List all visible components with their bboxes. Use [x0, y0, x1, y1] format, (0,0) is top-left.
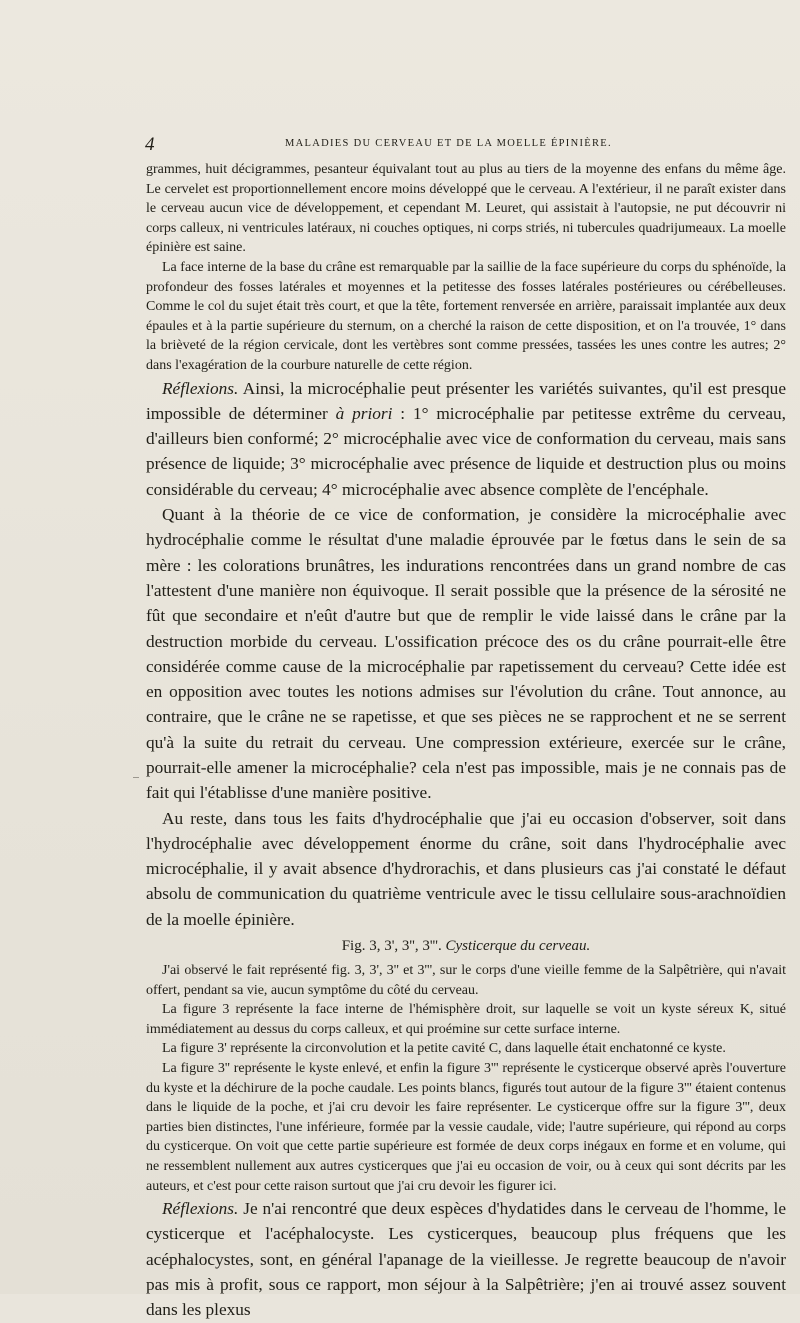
paragraph-9: La figure 3'' représente le kyste enlevé, et enfin la figure 3''' représente le cysticerque observé après l'ouverture du kyste et la déchirure de la poche caudale. Les points blancs, figurés tout autour de la figure 3''' étaient contenus dans le liquide de la poche, et j'ai cru devoir les faire représenter. Le cysticerque offre sur la figure 3''', deux parties bien distinctes, l'une inférieure, formée par la vessie caudale, vide; l'autre supérieure, qui répond au corps du cysticerque. On voit que cette partie supérieure est formée de deux corps inégaux en forme et en volume, qui ne ressemblent nullement aux autres cysticerques que j'ai eu occasion de voir, ou à ceux qui sont décrits par les auteurs, et c'est pour cette raison surtout que j'ai cru devoir les figurer ici.	[146, 1061, 786, 1194]
body-text	[146, 160, 786, 1323]
reflections-section	[146, 376, 786, 933]
reflections-label: Réflexions.	[162, 378, 239, 398]
paragraph-2: La face interne de la base du crâne est remarquable par la saillie de la face supérieure du corps du sphénoïde, la profondeur des fosses latérales et moyennes et la petitesse des fosses latérales postérieures ou cérébelleuses. Comme le col du sujet était très court, et que la tête, fortement renversée en arrière, paraissait implantée aux deux épaules et à la partie supérieure du sternum, on a cherché la raison de cette disposition, et on l'a trouvée, 1° dans la brièveté de la région cervicale, dont les vertèbres sont comme pressées, tassées les unes contre les autres; 2° dans l'exagération de la courbure naturelle de cette région.	[146, 259, 786, 373]
margin-mark	[133, 777, 139, 778]
paragraph-3-italic: à priori	[335, 403, 393, 423]
running-title: MALADIES DU CERVEAU ET DE LA MOELLE ÉPINIÈRE.	[285, 138, 612, 149]
paragraph-5: Au reste, dans tous les faits d'hydrocéphalie que j'ai eu occasion d'observer, soit dans l'hydrocéphalie avec développement énorme du crâne, soit dans l'hydrocéphalie avec microcéphalie, il y avait absence d'hydrorachis, et dans plusieurs cas j'ai constaté le défaut absolu de communication du quatrième ventricule avec le tissu cellulaire sous-arachnoïdien de la moelle épinière.	[146, 808, 786, 929]
paragraph-3-text-b: : 1° microcéphalie par petitesse extrême du cerveau, d'ailleurs bien conformé; 2° microcéphalie avec vice de conformation du cerveau, mais sans présence de liquide; 3° microcéphalie avec présence de liquide et destruction plus ou moins considérable du cerveau; 4° microcéphalie avec absence complète de l'encéphale.	[146, 403, 787, 499]
case-description	[146, 160, 786, 376]
paragraph-4: Quant à la théorie de ce vice de conformation, je considère la microcéphalie avec hydrocéphalie comme le résultat d'une maladie éprouvée par le fœtus dans le sein de sa mère : les colorations brunâtres, les indurations rencontrées dans un grand nombre de cas l'attestent d'une manière non équivoque. Il serait possible que la présence de la sérosité ne fût que secondaire et n'eût d'autre but que de remplir le vide laissé dans le crâne par la destruction morbide du cerveau. L'ossification précoce des os du crâne pourrait-elle être considérée comme cause de la microcéphalie par rapetissement du cerveau? Cette idée est en opposition avec toutes les notions admises sur l'évolution du crâne. Tout annonce, au contraire, que le crâne ne se rapetisse, et que ses pièces ne se rapprochent et ne se serrent qu'à la suite du retrait du cerveau. Une compression extérieure, exercée sur le crâne, pourrait-elle amener la microcéphalie? cela n'est pas impossible, mais je ne connais pas de fait qui l'établisse d'une manière positive.	[146, 505, 786, 803]
reflections-section-2	[146, 1196, 786, 1322]
paragraph-1: grammes, huit décigrammes, pesanteur équivalant tout au plus au tiers de la moyenne des enfans du même âge. Le cervelet est proportionnellement encore moins développé que le cerveau. A l'extérieur, il ne paraît exister dans le cerveau aucun vice de développement, et cependant M. Leuret, qui assistait à l'autopsie, ne put découvrir ni corps calleux, ni ventricules latéraux, ni couches optiques, ni corps striés, ni tubercules quadrijumeaux. La moelle épinière est saine.	[146, 162, 786, 256]
reflections-label-2: Réflexions.	[162, 1199, 239, 1219]
figure-description	[146, 961, 786, 1196]
caption-title: Cysticerque du cerveau.	[445, 938, 591, 955]
page-number: 4	[145, 134, 155, 155]
paragraph-7: La figure 3 représente la face interne de l'hémisphère droit, sur laquelle se voit un kyste séreux K, situé immédiatement au dessus du corps calleux, et qui proémine sur cette surface interne.	[146, 1002, 786, 1037]
paragraph-8: La figure 3' représente la circonvolution et la petite cavité C, dans laquelle était enchatonné ce kyste.	[162, 1041, 726, 1057]
figure-caption	[146, 938, 786, 955]
paragraph-3-text-a: Ainsi, la microcéphalie peut présenter les variétés suivantes, qu'il est presque impossible de déterminer	[146, 378, 786, 423]
paragraph-10-text: Je n'ai rencontré que deux espèces d'hydatides dans le cerveau de l'homme, le cysticerque et l'acéphalocyste. Les cysticerques, beaucoup plus fréquens que les acéphalocystes, sont, en général l'apanage de la vieillesse. Je regrette beaucoup de n'avoir pas mis à profit, sous ce rapport, mon séjour à la Salpêtrière; j'en ai trouvé assez souvent dans les plexus	[146, 1199, 786, 1320]
paragraph-3	[146, 376, 786, 502]
paragraph-6: J'ai observé le fait représenté fig. 3, 3', 3'' et 3''', sur le corps d'une vieille femme de la Salpêtrière, qui n'avait offert, pendant sa vie, aucun symptôme du côté du cerveau.	[146, 963, 786, 998]
page-header	[145, 132, 665, 158]
paragraph-10	[146, 1196, 786, 1322]
caption-figures: Fig. 3, 3', 3'', 3'''.	[341, 938, 442, 955]
